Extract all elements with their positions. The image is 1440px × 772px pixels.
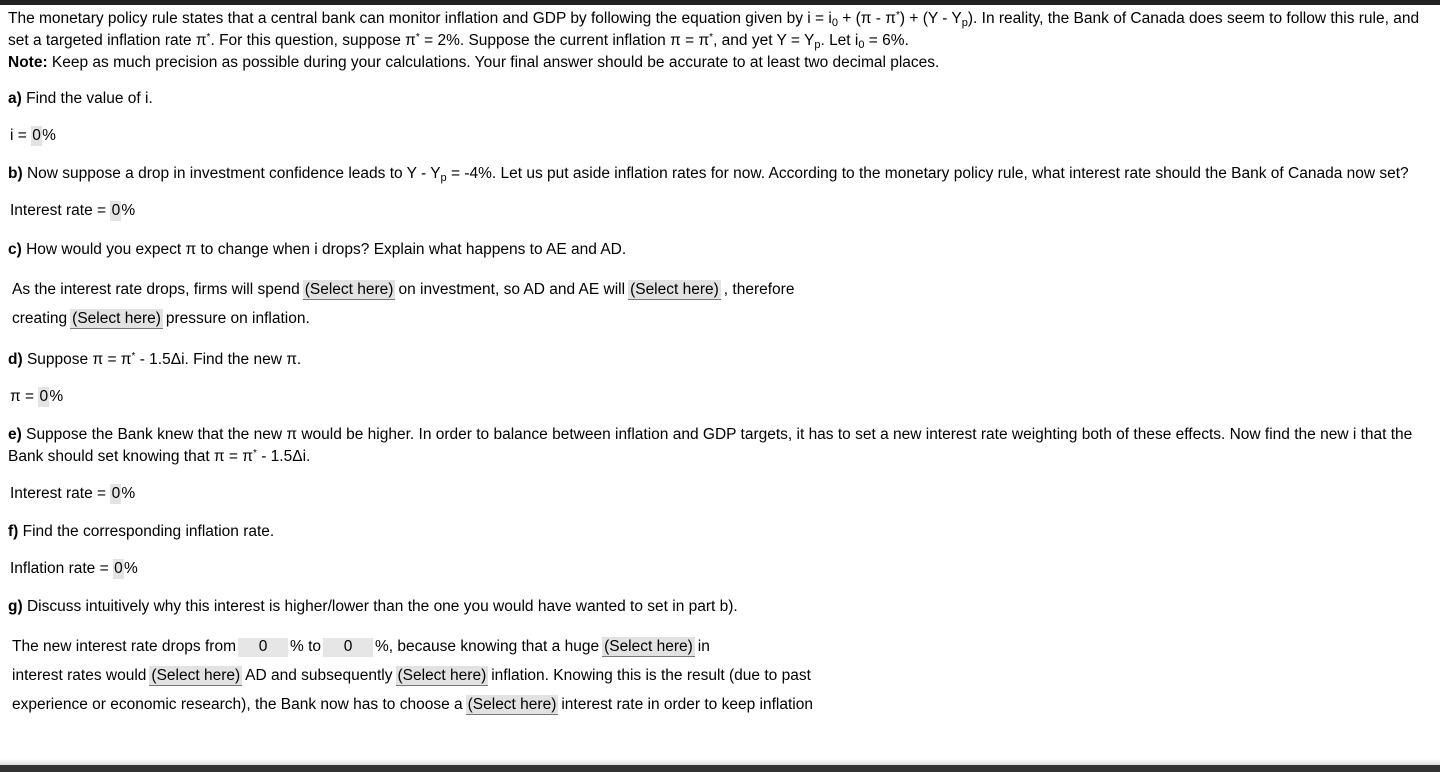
part-b-question: b) Now suppose a drop in investment confidence leads to $Y - Y_p = -4\%$. Let us put aside inflation rates for now. According to the monetary policy rule, what interest rate should the Bank of Canada now set? [8, 165, 1409, 184]
part-f-answer-value[interactable]: 0 [114, 560, 123, 577]
part-g-line-3: experience or economic research), the Bank now has to choose a (Select here) interest rate in order to keep inflation [12, 696, 813, 713]
part-c-select-2[interactable]: (Select here) [630, 281, 719, 298]
part-a-answer-value[interactable]: 0 [32, 127, 41, 144]
part-g-from-rate-input[interactable] [238, 638, 288, 657]
part-d-answer-value[interactable]: 0 [39, 388, 49, 405]
note-label: Note: [8, 54, 48, 71]
part-c-line-1: As the interest rate drops, firms will spend (Select here) on investment, so AD and AE will (Select here) , therefore [12, 281, 795, 298]
part-b-answer-value[interactable]: 0 [111, 202, 121, 219]
intro-paragraph: The monetary policy rule states that a central bank can monitor inflation and GDP by following the equation given by $i = i_0 + (\pi - \pi^*) + (Y - Y_p)$. In reality, the Bank of Canada does seem to follow this rule, and set a targeted inflation rate π*. For this question, suppose π* = 2%. Suppose the current inflation π = π*, and yet $Y = Y_p$. Let $i_0 = 6\%$. [8, 10, 1420, 51]
part-g-fill-in [8, 632, 1434, 719]
part-d-answer: π = 0% [10, 388, 64, 405]
part-g-line-1: The new interest rate drops from0 % to0 %, because knowing that a huge (Select here) in [12, 632, 1434, 661]
question-content [8, 8, 1434, 719]
part-c-select-1[interactable]: (Select here) [304, 281, 394, 298]
part-c-select-3[interactable]: (Select here) [72, 310, 161, 327]
part-b-answer: Interest rate = 0% [10, 202, 136, 219]
part-a-answer: i = 0% [10, 127, 56, 144]
part-g-line-2: interest rates would (Select here) AD and subsequently (Select here) inflation. Knowing this is the result (due to past [12, 667, 811, 684]
part-e-answer: Interest rate = 0% [10, 485, 136, 502]
part-e-question: e) Suppose the Bank knew that the new π would be higher. In order to balance between inflation and GDP targets, it has to set a new interest rate weighting both of these effects. Now find the new i that the Bank should set knowing that π = π* - 1.5Δi. [8, 426, 1413, 465]
part-g-select-2[interactable]: (Select here) [151, 667, 241, 684]
note: Note: Keep as much precision as possible during your calculations. Your final answer should be accurate to at least two decimal places. [8, 54, 940, 71]
part-c-fill-in [8, 275, 1434, 333]
part-g-to-rate-input[interactable] [323, 638, 373, 657]
part-f-question: f) Find the corresponding inflation rate. [8, 523, 275, 540]
part-g-select-3[interactable]: (Select here) [397, 667, 487, 684]
part-g-question: g) Discuss intuitively why this interest is higher/lower than the one you would have wanted to set in part b). [8, 598, 738, 615]
part-g-select-1[interactable]: (Select here) [604, 638, 693, 655]
part-e-answer-value[interactable]: 0 [111, 485, 121, 502]
top-border [0, 0, 1440, 5]
part-g-select-4[interactable]: (Select here) [467, 696, 557, 713]
part-a-question: a) Find the value of i. [8, 90, 153, 107]
part-d-question: d) Suppose π = π* - 1.5Δi. Find the new π. [8, 351, 302, 368]
part-c-question: c) How would you expect π to change when i drops? Explain what happens to AE and AD. [8, 241, 627, 258]
bottom-border [0, 765, 1440, 772]
part-f-answer: Inflation rate = 0% [10, 560, 138, 577]
part-c-line-2: creating (Select here) pressure on inflation. [12, 310, 310, 327]
